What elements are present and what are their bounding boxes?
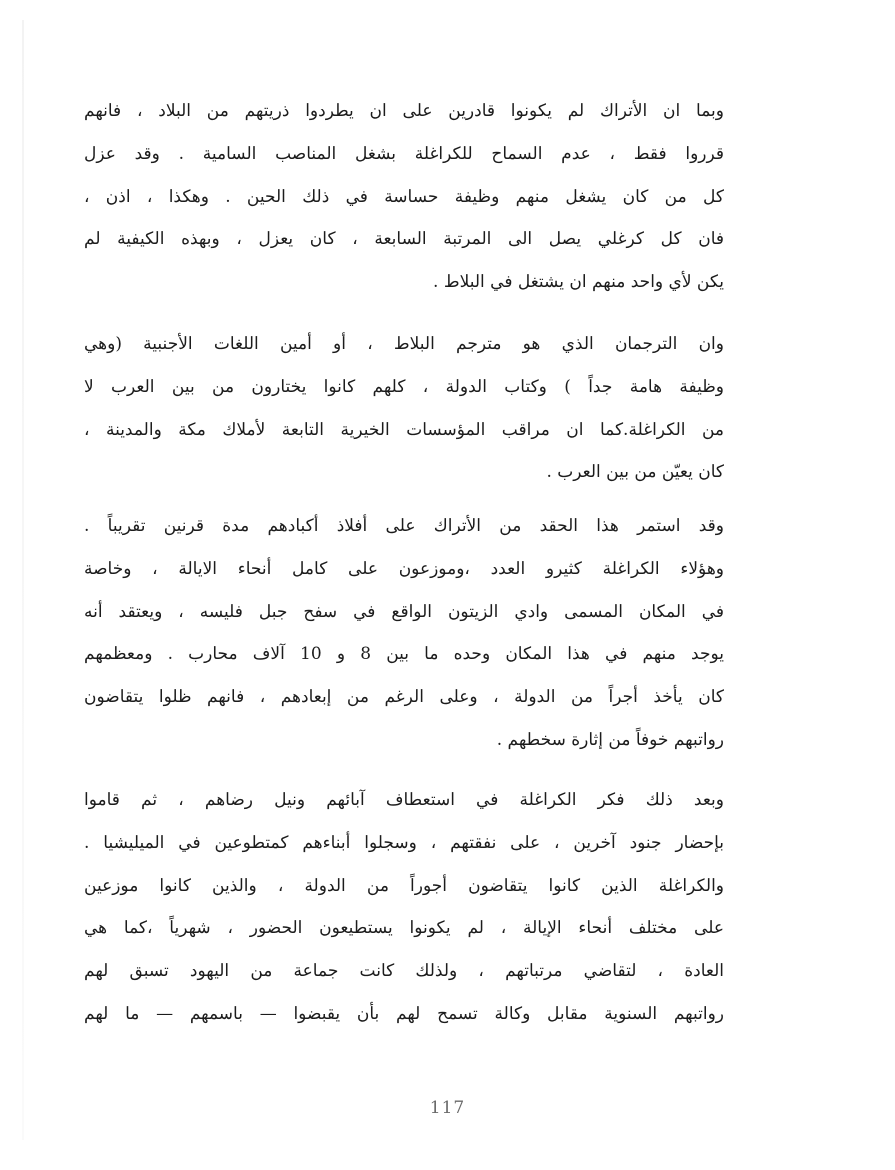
text-line: رواتبهم السنوية مقابل وكالة تسمح لهم بأن يقبضوا — باسمهم — ما لهم [84, 1003, 724, 1024]
text-line: بإحضار جنود آخرين ، على نفقتهم ، وسجلوا أبناءهم كمتطوعين في الميليشيا . [84, 832, 724, 853]
text-line: وظيفة هامة جداً ) وكتاب الدولة ، كلهم كانوا يختارون من بين العرب لا [84, 376, 724, 397]
paragraph-4 [84, 779, 724, 1036]
text-line: والكراغلة الذين كانوا يتقاضون أجوراً من الدولة ، والذين كانوا موزعين [84, 875, 724, 896]
text-line: يوجد منهم في هذا المكان وحده ما بين 8 و 10 آلاف محارب . ومعظمهم [84, 644, 724, 665]
paragraph-2 [84, 323, 724, 494]
paragraph-3 [84, 505, 724, 762]
text-line: وقد استمر هذا الحقد من الأتراك على أفلاذ أكبادهم مدة قرنين تقريباً . [84, 516, 724, 536]
text-line: من الكراغلة.كما ان مراقب المؤسسات الخيرية التابعة لأملاك مكة والمدينة ، [84, 419, 724, 440]
text-line: وان الترجمان الذي هو مترجم البلاط ، أو أمين اللغات الأجنبية (وهي [84, 334, 724, 354]
text-line: وبما ان الأتراك لم يكونوا قادرين على ان يطردوا ذريتهم من البلاد ، فانهم [84, 101, 724, 121]
text-line: في المكان المسمى وادي الزيتون الواقع في سفح جبل فليسه ، ويعتقد أنه [84, 601, 724, 622]
text-line: فان كل كرغلي يصل الى المرتبة السابعة ، كان يعزل ، وبهذه الكيفية لم [84, 229, 724, 250]
text-line: كان يعيّن من بين العرب . [546, 462, 724, 483]
text-line: العادة ، لتقاضي مرتباتهم ، ولذلك كانت جماعة من اليهود تسبق لهم [84, 961, 724, 982]
text-line: قرروا فقط ، عدم السماح للكراغلة بشغل المناصب السامية . وقد عزل [84, 143, 724, 164]
text-line: وهؤلاء الكراغلة كثيرو العدد ،وموزعون على كامل أنحاء الايالة ، وخاصة [84, 558, 724, 579]
text-line: وبعد ذلك فكر الكراغلة في استعطاف آبائهم ونيل رضاهم ، ثم قاموا [84, 790, 724, 810]
text-line: رواتبهم خوفاً من إثارة سخطهم . [496, 729, 724, 750]
text-line: كل من كان يشغل منهم وظيفة حساسة في ذلك الحين . وهكذا ، اذن ، [84, 186, 724, 207]
paragraph-1 [84, 90, 724, 304]
page-number: 117 [429, 1098, 466, 1118]
text-line: يكن لأي واحد منهم ان يشتغل في البلاط . [433, 272, 724, 293]
text-line: على مختلف أنحاء الإيالة ، لم يكونوا يستطيعون الحضور ، شهرياً ،كما هي [84, 918, 724, 939]
text-line: كان يأخذ أجراً من الدولة ، وعلى الرغم من إبعادهم ، فانهم ظلوا يتقاضون [84, 687, 724, 708]
scan-edge-shadow [22, 20, 24, 1140]
